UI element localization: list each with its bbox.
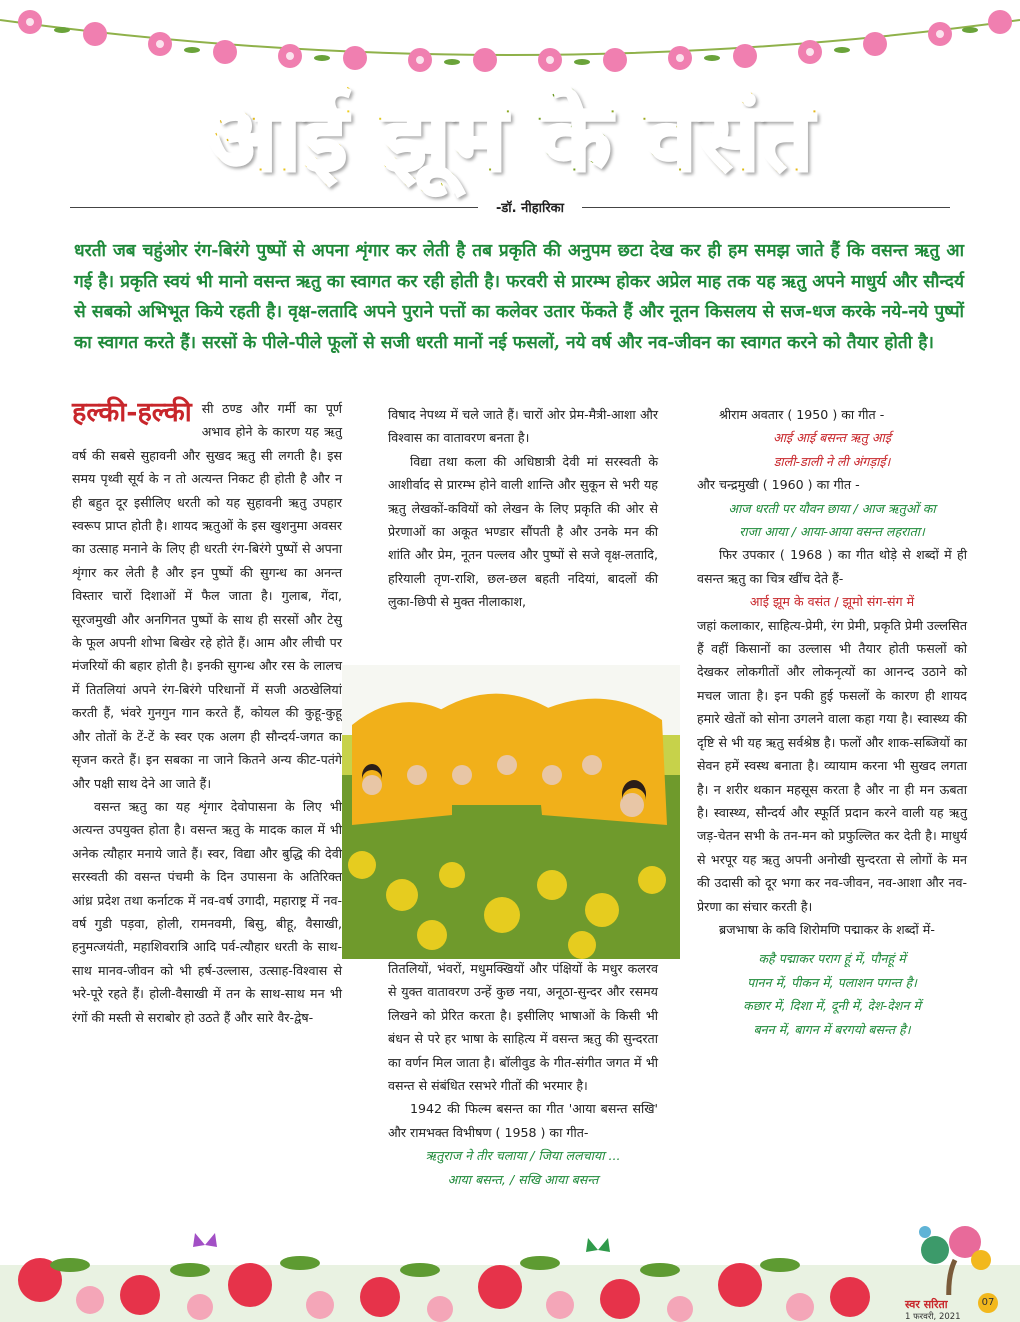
col1-paragraph-1: सी ठण्ड और गर्मी का पूर्ण अभाव होने के कारण यह ऋतु वर्ष की सबसे सुहावनी और सुखद ऋतु सी लगती है। इस समय पृथ्वी सूर्य के न तो अत्यन्त निकट ही होती है और न ही बहुत दूर इसीलिए धरती को यह सुहावनी ऋतु उपहार स्वरूप प्राप्त होती है। शायद ऋतुओं के इस खुशनुमा अवसर का उत्साह मनाने के लिए ही धरती रंग-बिरंगे पुष्पों से अपना शृंगार कर लेती है और इन पुष्पों की सुगन्ध का अनन्त विस्तार चारों दिशाओं में फैल जाता है। गुलाब, गेंदा, सूरजमुखी और अनगिनत पुष्पों के साथ ही सरसों और टेसु के फूल अपनी शोभा बिखेर रहे होते हैं। आम और लीची पर मंजरियों की बहार होती है। इनकी सुगन्ध और रस के लालच में तितलियां अपने रंग-बिरंगे परिधानों में सजी अठखेलियां करती हैं, भंवरे गुनगुन गान करते हैं, कोयल की कुहू-कुहू और तोतों के टें-टें के स्वर एक अलग ही सौन्दर्य-जगत का सृजन करते हैं। इन सबका ना जाने कितने अन्य कीट-पतंगे और पक्षी साथ देने आ जाते हैं। [72, 401, 342, 791]
page-number: 07 [978, 1293, 998, 1313]
col3-verse-2b: राजा आया / आया-आया वसन्त लहराता। [739, 524, 925, 540]
col3-verse-2a: आज धरती पर यौवन छाया / आज ऋतुओं का [728, 500, 936, 516]
col1-paragraph-2: वसन्त ऋतु का यह शृंगार देवोपासना के लिए भी अत्यन्त उपयुक्त होता है। वसन्त ऋतु के मादक काल में भी अनेक त्यौहार मनाये जाते हैं। स्वर, विद्या और बुद्धि की देवी सरस्वती की वसन्त पंचमी के दिन उपासना के अतिरिक्त आंध्र प्रदेश तथा कर्नाटक में नव-वर्ष उगादी, महाराष्ट्र में नव-वर्ष गुडी पड़वा, होली, रामनवमी, बिसु, बीहू, वैसाखी, हनुमत्जयंती, महाशिवरात्रि आदि पर्व-त्यौहार धरती के साथ-साथ मानव-जीवन को भी हर्ष-उल्लास, उत्साह-विश्वास से भरे-पूरे रहते हैं। होली-वैसाखी में तन के साथ-साथ मन भी रंगों की मस्ती से सराबोर हो उठते हैं और सारे वैर-द्वेष- [72, 798, 342, 1025]
col3-paragraph-4: जहां कलाकार, साहित्य-प्रेमी, रंग प्रेमी, प्रकृति प्रेमी उल्लसित हैं वहीं किसानों का उल्लास भी तैयार होती फसलों को देखकर लोकगीतों और लोकनृत्यों का आनन्द उठाने को मचल जाता है। इन पकी हुई फसलों के कारण ही शायद हमारे खेतों को सोना उगलने वाला कहा गया है। स्वास्थ्य की दृष्टि से भी यह ऋतु सर्वश्रेष्ठ है। फलों और शाक-सब्जियों का सेवन हमें स्वस्थ बनाता है। व्यायाम करना भी सुखद लगता है। न शरीर थकान महसूस करता है और ना ही मन ऊबता है। स्वास्थ्य, सौन्दर्य और स्फूर्ति प्रदान करने वाली यह ऋतु जड़-चेतन सभी के तन-मन को प्रफुल्लित कर देती है। माधुर्य से भरपूर यह ऋतु अपनी अनोखी सुन्दरता से लोगों के मन की उदासी को दूर भगा कर नव-जीवन, नव-आशा और नव-प्रेरणा का संचार करती है। [697, 617, 967, 914]
col2-verse-line-1: ऋतुराज ने तीर चलाया / जिया ललचाया ... [425, 1148, 621, 1164]
col3-verse-3b: पानन में, पीकन में, पलाशन पगन्त है। [747, 974, 917, 990]
col2-verse-line-2: आया बसन्त, / सखि आया बसन्त [447, 1171, 599, 1187]
col3-verse-1a: आई आई बसन्त ऋतु आई [773, 430, 891, 446]
col3-paragraph-1: श्रीराम अवतार ( 1950 ) का गीत - [719, 407, 885, 422]
col3-verse-3a: कहै पद्माकर पराग हूं में, पौनहूं में [758, 951, 906, 967]
col2-paragraph-3: तितलियों, भंवरों, मधुमक्खियों और पंक्षियों के मधुर कलरव से युक्त वातावरण उन्हें कुछ नया, अनूठा-सुन्दर और रसमय लिखने को प्रेरित करता है। इसीलिए भाषाओं के किसी भी बंधन से परे हर भाषा के साहित्य में वसन्त ऋतु की सुन्दरता का वर्णन मिल जाता है। बॉलीवुड के गीत-संगीत जगत में भी वसन्त से संबंधित रसभरे गीतों की भरमार है। [388, 961, 658, 1094]
floral-garland-top [0, 0, 1020, 72]
issue-date: 1 फरवरी, 2021 [905, 1312, 961, 1322]
col2-paragraph-2: विद्या तथा कला की अधिष्ठात्री देवी मां सरस्वती के आशीर्वाद से प्रारम्भ होने वाली शान्ति और सुकून से भरी यह ऋतु लेखकों-कवियों को लेखन के लिए प्रकृति की ओर से प्रेरणाओं का अकूत भण्डार सौंपती है और उनके मन की शांति और प्रेम, नूतन पल्लव और पुष्पों से सजे वृक्ष-लतादि, हरियाली तृण-राशि, छल-छल बहती नदियां, बादलों की लुका-छिपी से मुक्त नीलाकाश, [388, 453, 658, 610]
col3-paragraph-3: फिर उपकार ( 1968 ) का गीत थोड़े से शब्दों में ही वसन्त ऋतु का चित्र खींच देते हैं- [697, 547, 967, 586]
col3-paragraph-2: और चन्द्रमुखी ( 1960 ) का गीत - [697, 477, 860, 493]
col3-song-title: आई झूम के वसंत / झूमो संग-संग में [749, 594, 915, 610]
author-byline: -डॉ. नीहारिका [478, 198, 582, 216]
dropcap-heading: हल्की-हल्की [72, 397, 192, 428]
col3-verse-3d: बनन में, बागन में बरगयो बसन्त है। [753, 1021, 911, 1037]
peacock-tree-logo [905, 1195, 997, 1295]
article-title: आई झूम के वसंत [0, 82, 1020, 192]
col3-paragraph-5: ब्रजभाषा के कवि शिरोमणि पद्माकर के शब्दों में- [719, 921, 935, 937]
col2-paragraph-1: विषाद नेपथ्य में चले जाते हैं। चारों ओर प्रेम-मैत्री-आशा और विश्वास का वातावरण बनता है। [388, 407, 658, 446]
intro-paragraph: धरती जब चहुंओर रंग-बिरंगे पुष्पों से अपना शृंगार कर लेती है तब प्रकृति की अनुपम छटा देख कर ही हम समझ जाते हैं कि वसन्त ऋतु आ गई है। प्रकृति स्वयं भी मानो वसन्त ऋतु का स्वागत कर रही होती है। फरवरी से प्रारम्भ होकर अप्रेल माह तक यह ऋतु अपने माधुर्य और सौन्दर्य से सबको अभिभूत किये रहती है। वृक्ष-लतादि अपने पुराने पत्तों का कलेवर उतार फेंकते हैं और नूतन किसलय से सज-धज करके नये-नये पुष्पों का स्वागत करते हैं। सरसों के पीले-पीले फूलों से सजी धरती मानों नई फसलों, नये वर्ष और नव-जीवन का स्वागत करने को तैयार होती है। [74, 241, 964, 353]
col3-verse-1b: डाली-डाली ने ली अंगड़ाई। [773, 453, 891, 469]
magazine-name: स्वर सरिता [905, 1298, 948, 1311]
floral-border-bottom [0, 1225, 1020, 1322]
column-2-top [388, 403, 658, 614]
column-1 [72, 397, 342, 1029]
column-2-bottom [388, 957, 658, 1191]
col3-verse-3c: कछार में, दिशा में, दूनी में, देश-देशन में [743, 998, 921, 1014]
article-photo [342, 665, 680, 959]
column-3 [697, 403, 967, 1041]
col2-paragraph-4: 1942 की फिल्म बसन्त का गीत 'आया बसन्त सखि' और रामभक्त विभीषण ( 1958 ) का गीत- [388, 1101, 658, 1140]
